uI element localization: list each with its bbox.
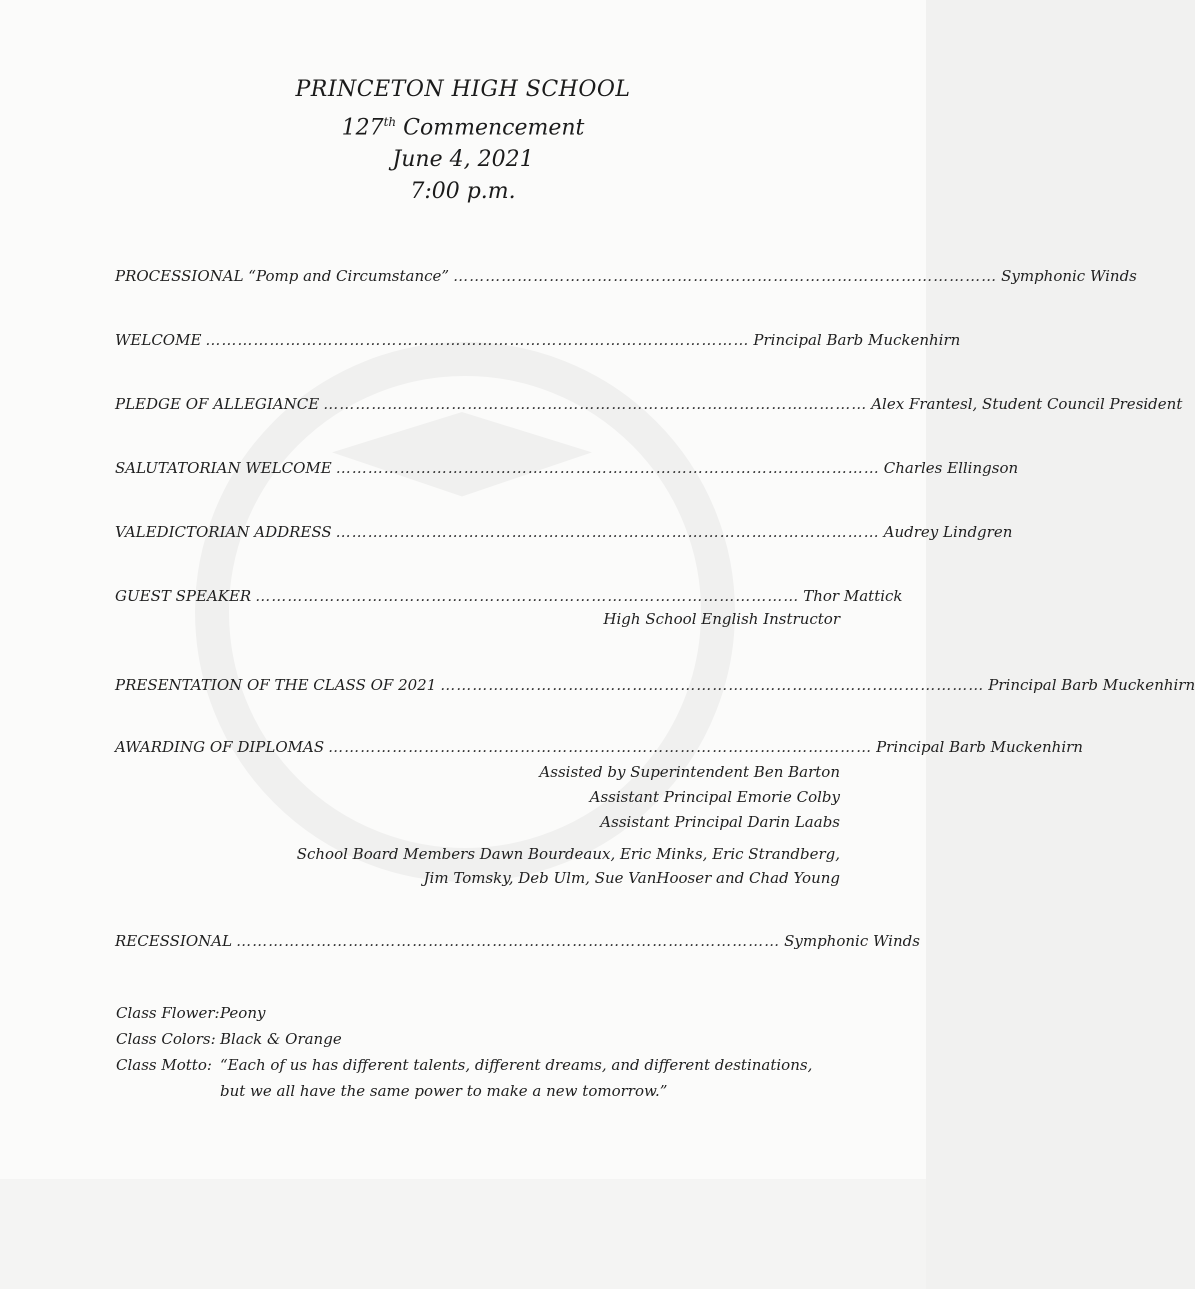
class-colors-label: Class Colors: bbox=[116, 1030, 216, 1048]
guest-speaker-title: High School English Instructor bbox=[603, 610, 840, 628]
class-motto-value bbox=[220, 1052, 812, 1104]
ordinal-suffix: th bbox=[383, 115, 397, 129]
leader-dots: ………………………………………………………………………………………… bbox=[323, 395, 868, 413]
program-item-label: PROCESSIONAL “Pomp and Circumstance” bbox=[115, 267, 450, 285]
leader-dots: ………………………………………………………………………………………… bbox=[440, 676, 985, 694]
program-item-person: Alex Frantesl, Student Council President bbox=[871, 395, 1183, 413]
class-motto-row bbox=[116, 1052, 812, 1104]
program-item-valedictorian bbox=[115, 522, 1013, 542]
program-item-recessional bbox=[115, 931, 920, 951]
commencement-title bbox=[0, 106, 926, 144]
program-item-welcome bbox=[115, 330, 961, 350]
leader-dots: ………………………………………………………………………………………… bbox=[255, 587, 800, 605]
program-item-person: Principal Barb Muckenhirn bbox=[988, 676, 1195, 694]
class-flower-label: Class Flower: bbox=[116, 1004, 220, 1022]
program-item-label: GUEST SPEAKER bbox=[115, 587, 252, 605]
program-item-class-presentation bbox=[115, 675, 1195, 695]
class-colors-value: Black & Orange bbox=[220, 1030, 342, 1048]
school-name: PRINCETON HIGH SCHOOL bbox=[295, 77, 631, 102]
class-flower-row bbox=[116, 1000, 812, 1026]
program-item-processional bbox=[115, 266, 1137, 286]
program-item-label: PRESENTATION OF THE CLASS OF 2021 bbox=[115, 676, 437, 694]
diploma-assistant: Assisted by Superintendent Ben Barton bbox=[539, 763, 840, 781]
program-item-label: AWARDING OF DIPLOMAS bbox=[115, 738, 325, 756]
school-board-members: Jim Tomsky, Deb Ulm, Sue VanHooser and Chad Young bbox=[423, 869, 840, 887]
program-item-label: VALEDICTORIAN ADDRESS bbox=[115, 523, 332, 541]
program-item-pledge bbox=[115, 394, 1183, 414]
commencement-label: Commencement bbox=[403, 115, 585, 141]
leader-dots: ………………………………………………………………………………………… bbox=[328, 738, 873, 756]
class-motto-line: but we all have the same power to make a new tomorrow.” bbox=[220, 1082, 668, 1100]
leader-dots: ………………………………………………………………………………………… bbox=[453, 267, 998, 285]
leader-dots: ………………………………………………………………………………………… bbox=[335, 523, 880, 541]
program-header bbox=[0, 74, 926, 208]
diploma-assistant: Assistant Principal Darin Laabs bbox=[600, 813, 840, 831]
class-flower-value: Peony bbox=[220, 1004, 266, 1022]
program-item-salutatorian bbox=[115, 458, 1019, 478]
program-item-person: Symphonic Winds bbox=[784, 932, 920, 950]
program-item-label: WELCOME bbox=[115, 331, 202, 349]
program-item-guest-speaker bbox=[115, 586, 903, 606]
leader-dots: ………………………………………………………………………………………… bbox=[205, 331, 750, 349]
leader-dots: ………………………………………………………………………………………… bbox=[335, 459, 880, 477]
class-colors-row bbox=[116, 1026, 812, 1052]
program-item-label: RECESSIONAL bbox=[115, 932, 233, 950]
leader-dots: ………………………………………………………………………………………… bbox=[236, 932, 781, 950]
program-item-person: Charles Ellingson bbox=[883, 459, 1019, 477]
school-board-members: School Board Members Dawn Bourdeaux, Eric Minks, Eric Strandberg, bbox=[296, 845, 840, 863]
program-item-person: Symphonic Winds bbox=[1001, 267, 1137, 285]
commencement-ordinal: 127 bbox=[341, 115, 384, 141]
program-item-person: Principal Barb Muckenhirn bbox=[876, 738, 1083, 756]
class-motto-line: “Each of us has different talents, different dreams, and different destinations, bbox=[220, 1056, 813, 1074]
program-item-person: Thor Mattick bbox=[803, 587, 903, 605]
program-item-person: Principal Barb Muckenhirn bbox=[753, 331, 961, 349]
program-item-person: Audrey Lindgren bbox=[883, 523, 1013, 541]
class-motto-label: Class Motto: bbox=[116, 1056, 212, 1074]
program-item-label: SALUTATORIAN WELCOME bbox=[115, 459, 332, 477]
program-item-diplomas bbox=[115, 737, 1083, 757]
event-date: June 4, 2021 bbox=[392, 147, 534, 173]
program-item-label: PLEDGE OF ALLEGIANCE bbox=[115, 395, 320, 413]
diploma-assistant: Assistant Principal Emorie Colby bbox=[589, 788, 840, 806]
class-information bbox=[116, 1000, 812, 1104]
event-time: 7:00 p.m. bbox=[410, 179, 516, 205]
